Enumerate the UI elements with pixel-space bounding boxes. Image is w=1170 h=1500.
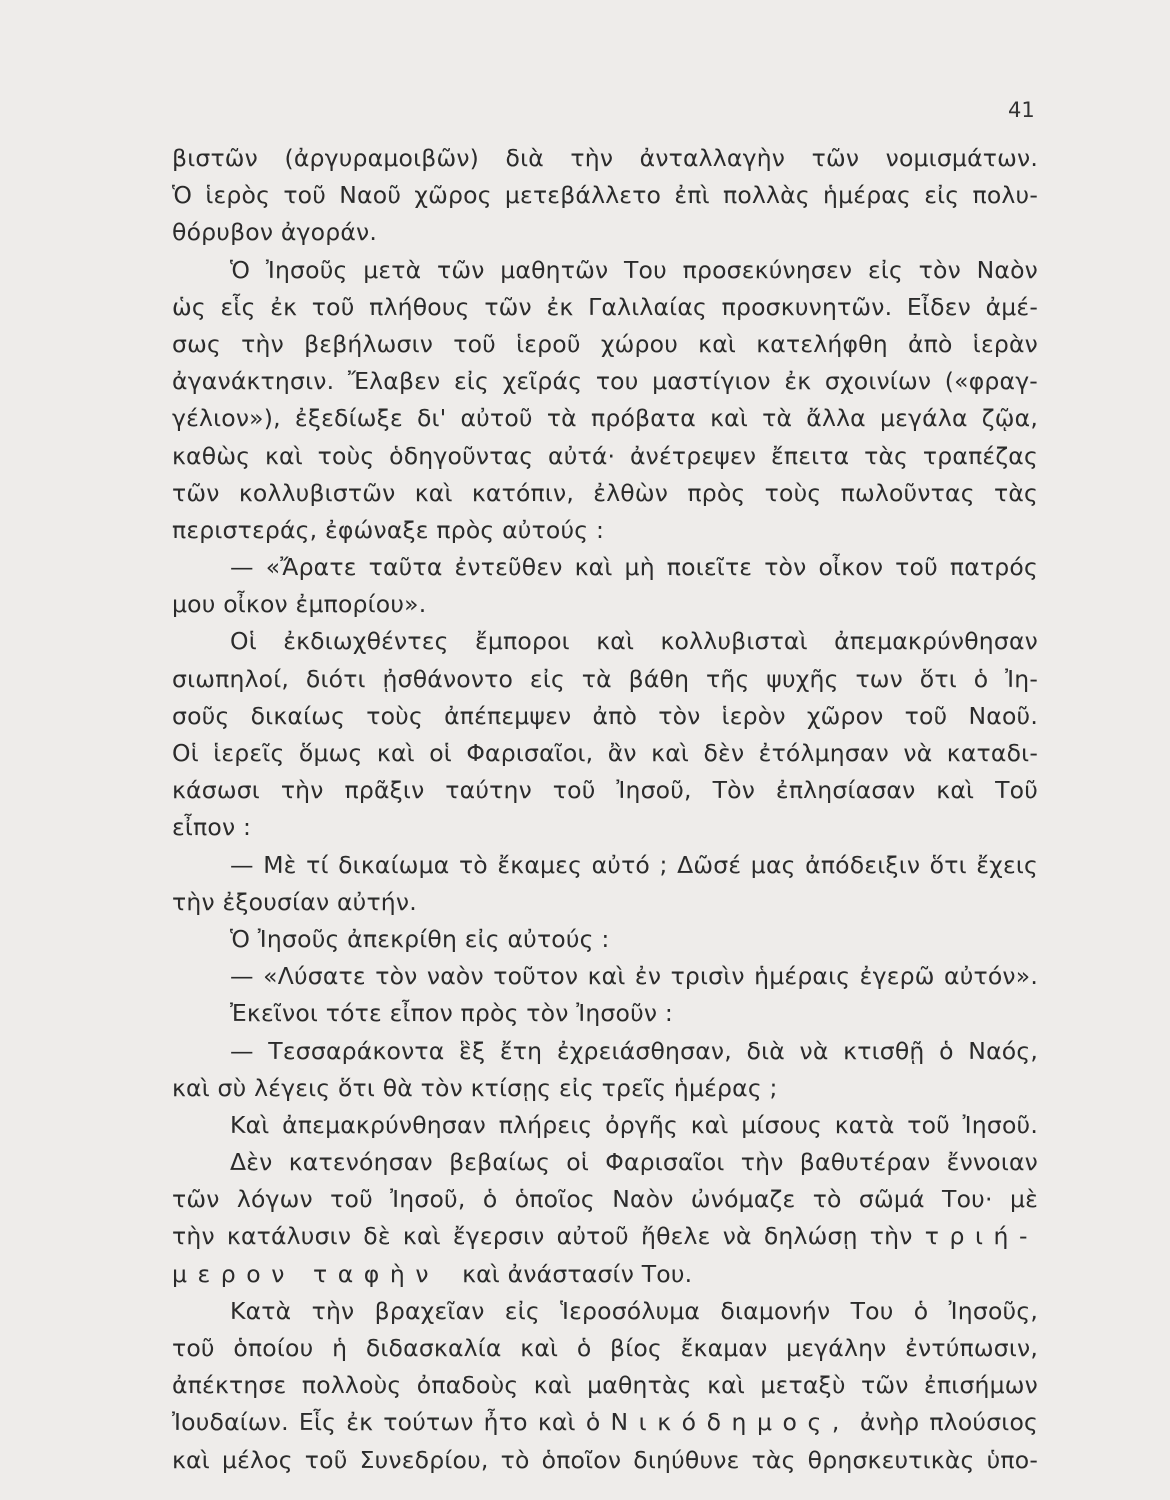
text-line: περιστεράς, ἐφώναξε πρὸς αὐτούς :: [172, 515, 605, 544]
text-line: σως τὴν βεβήλωσιν τοῦ ἱεροῦ χώρου καὶ κατελήφθη ἀπὸ ἱερὰν: [172, 329, 1038, 358]
text-line: — Μὲ τί δικαίωμα τὸ ἔκαμες αὐτό ; Δῶσέ μας ἀπόδειξιν ὅτι ἔχεις: [230, 850, 1038, 879]
text-line: — «Λύσατε τὸν ναὸν τοῦτον καὶ ἐν τρισὶν ἡμέραις ἐγερῶ αὐτόν».: [230, 962, 1038, 991]
text-line: Οἱ ἐκδιωχθέντες ἔμποροι καὶ κολλυβισταὶ ἀπεμακρύνθησαν: [230, 627, 1038, 656]
text-line: γέλιον»), ἐξεδίωξε δι' αὐτοῦ τὰ πρόβατα καὶ τὰ ἄλλα μεγάλα ζῷα,: [172, 404, 1038, 433]
text-line: [172, 1218, 1038, 1255]
text-line: Κατὰ τὴν βραχεῖαν εἰς Ἱεροσόλυμα διαμονήν Του ὁ Ἰησοῦς,: [230, 1296, 1038, 1325]
text-line: σιωπηλοί, διότι ᾐσθάνοντο εἰς τὰ βάθη τῆς ψυχῆς των ὅτι ὁ Ἰη-: [172, 664, 1038, 693]
text-line: ὡς εἷς ἐκ τοῦ πλήθους τῶν ἐκ Γαλιλαίας προσκυνητῶν. Εἶδεν ἀμέ-: [172, 292, 1038, 321]
text-line: βιστῶν (ἀργυραμοιβῶν) διὰ τὴν ἀνταλλαγὴν τῶν νομισμάτων.: [172, 144, 1038, 172]
text-line: τῶν κολλυβιστῶν καὶ κατόπιν, ἐλθὼν πρὸς τοὺς πωλοῦντας τὰς: [172, 478, 1038, 507]
text-line: — «Ἄρατε ταῦτα ἐντεῦθεν καὶ μὴ ποιεῖτε τὸν οἶκον τοῦ πατρός: [230, 553, 1038, 582]
page-number: 41: [1008, 98, 1035, 122]
text-line: [172, 1256, 1038, 1293]
body-text: [172, 140, 1038, 1479]
text-line: σοῦς δικαίως τοὺς ἀπέπεμψεν ἀπὸ τὸν ἱερὸν χῶρον τοῦ Ναοῦ.: [172, 701, 1038, 730]
text-line: [172, 1404, 1038, 1441]
text-line: Καὶ ἀπεμακρύνθησαν πλήρεις ὀργῆς καὶ μίσους κατὰ τοῦ Ἰησοῦ.: [230, 1110, 1038, 1139]
text-line: τοῦ ὁποίου ἡ διδασκαλία καὶ ὁ βίος ἔκαμαν μεγάλην ἐντύπωσιν,: [172, 1334, 1038, 1362]
text-line: Ὁ Ἰησοῦς μετὰ τῶν μαθητῶν Του προσεκύνησεν εἰς τὸν Ναὸν: [230, 255, 1038, 284]
text-line: καὶ σὺ λέγεις ὅτι θὰ τὸν κτίσῃς εἰς τρεῖς ἡμέρας ;: [172, 1073, 778, 1102]
spaced-text: Νικόδημος,: [610, 1408, 850, 1437]
spaced-text: τριή-: [924, 1222, 1039, 1251]
text-line: καθὼς καὶ τοὺς ὁδηγοῦντας αὐτά· ἀνέτρεψεν ἔπειτα τὰς τραπέζας: [172, 441, 1038, 470]
text-segment: καὶ ἀνάστασίν Του.: [462, 1259, 693, 1288]
text-line: Οἱ ἱερεῖς ὅμως καὶ οἱ Φαρισαῖοι, ἂν καὶ δὲν ἐτόλμησαν νὰ καταδι-: [172, 739, 1038, 767]
text-line: καὶ μέλος τοῦ Συνεδρίου, τὸ ὁποῖον διηύθυνε τὰς θρησκευτικὰς ὑπο-: [172, 1445, 1038, 1474]
text-segment: τὴν κατάλυσιν δὲ καὶ ἔγερσιν αὐτοῦ ἤθελε νὰ δηλώσῃ τὴν: [172, 1222, 913, 1251]
text-line: Ὁ ἱερὸς τοῦ Ναοῦ χῶρος μετεβάλλετο ἐπὶ πολλὰς ἡμέρας εἰς πολυ-: [172, 181, 1038, 210]
text-segment: Ἰουδαίων. Εἷς ἐκ τούτων ἦτο καὶ ὁ: [172, 1408, 601, 1437]
text-line: ἀγανάκτησιν. Ἔλαβεν εἰς χεῖράς του μαστίγιον ἐκ σχοινίων («φραγ-: [172, 367, 1038, 396]
text-line: μου οἶκον ἐμπορίου».: [172, 590, 427, 619]
text-line: Ὁ Ἰησοῦς ἀπεκρίθη εἰς αὐτούς :: [230, 924, 610, 953]
text-line: εἶπον :: [172, 813, 252, 842]
text-line: τῶν λόγων τοῦ Ἰησοῦ, ὁ ὁποῖος Ναὸν ὠνόμαζε τὸ σῶμά Του· μὲ: [172, 1185, 1038, 1214]
text-line: τὴν ἐξουσίαν αὐτήν.: [172, 887, 417, 916]
text-line: θόρυβον ἀγοράν.: [172, 218, 378, 247]
text-line: κάσωσι τὴν πρᾶξιν ταύτην τοῦ Ἰησοῦ, Τὸν ἐπλησίασαν καὶ Τοῦ: [172, 776, 1038, 805]
text-line: Δὲν κατενόησαν βεβαίως οἱ Φαρισαῖοι τὴν βαθυτέραν ἔννοιαν: [230, 1148, 1038, 1177]
text-line: ἀπέκτησε πολλοὺς ὀπαδοὺς καὶ μαθητὰς καὶ μεταξὺ τῶν ἐπισήμων: [172, 1371, 1038, 1400]
spaced-text: μερον ταφὴν: [172, 1259, 440, 1288]
text-line: — Τεσσαράκοντα ἓξ ἔτη ἐχρειάσθησαν, διὰ νὰ κτισθῇ ὁ Ναός,: [230, 1036, 1038, 1065]
text-line: Ἐκεῖνοι τότε εἶπον πρὸς τὸν Ἰησοῦν :: [230, 999, 673, 1028]
text-segment: ἀνὴρ πλούσιος: [860, 1408, 1039, 1437]
